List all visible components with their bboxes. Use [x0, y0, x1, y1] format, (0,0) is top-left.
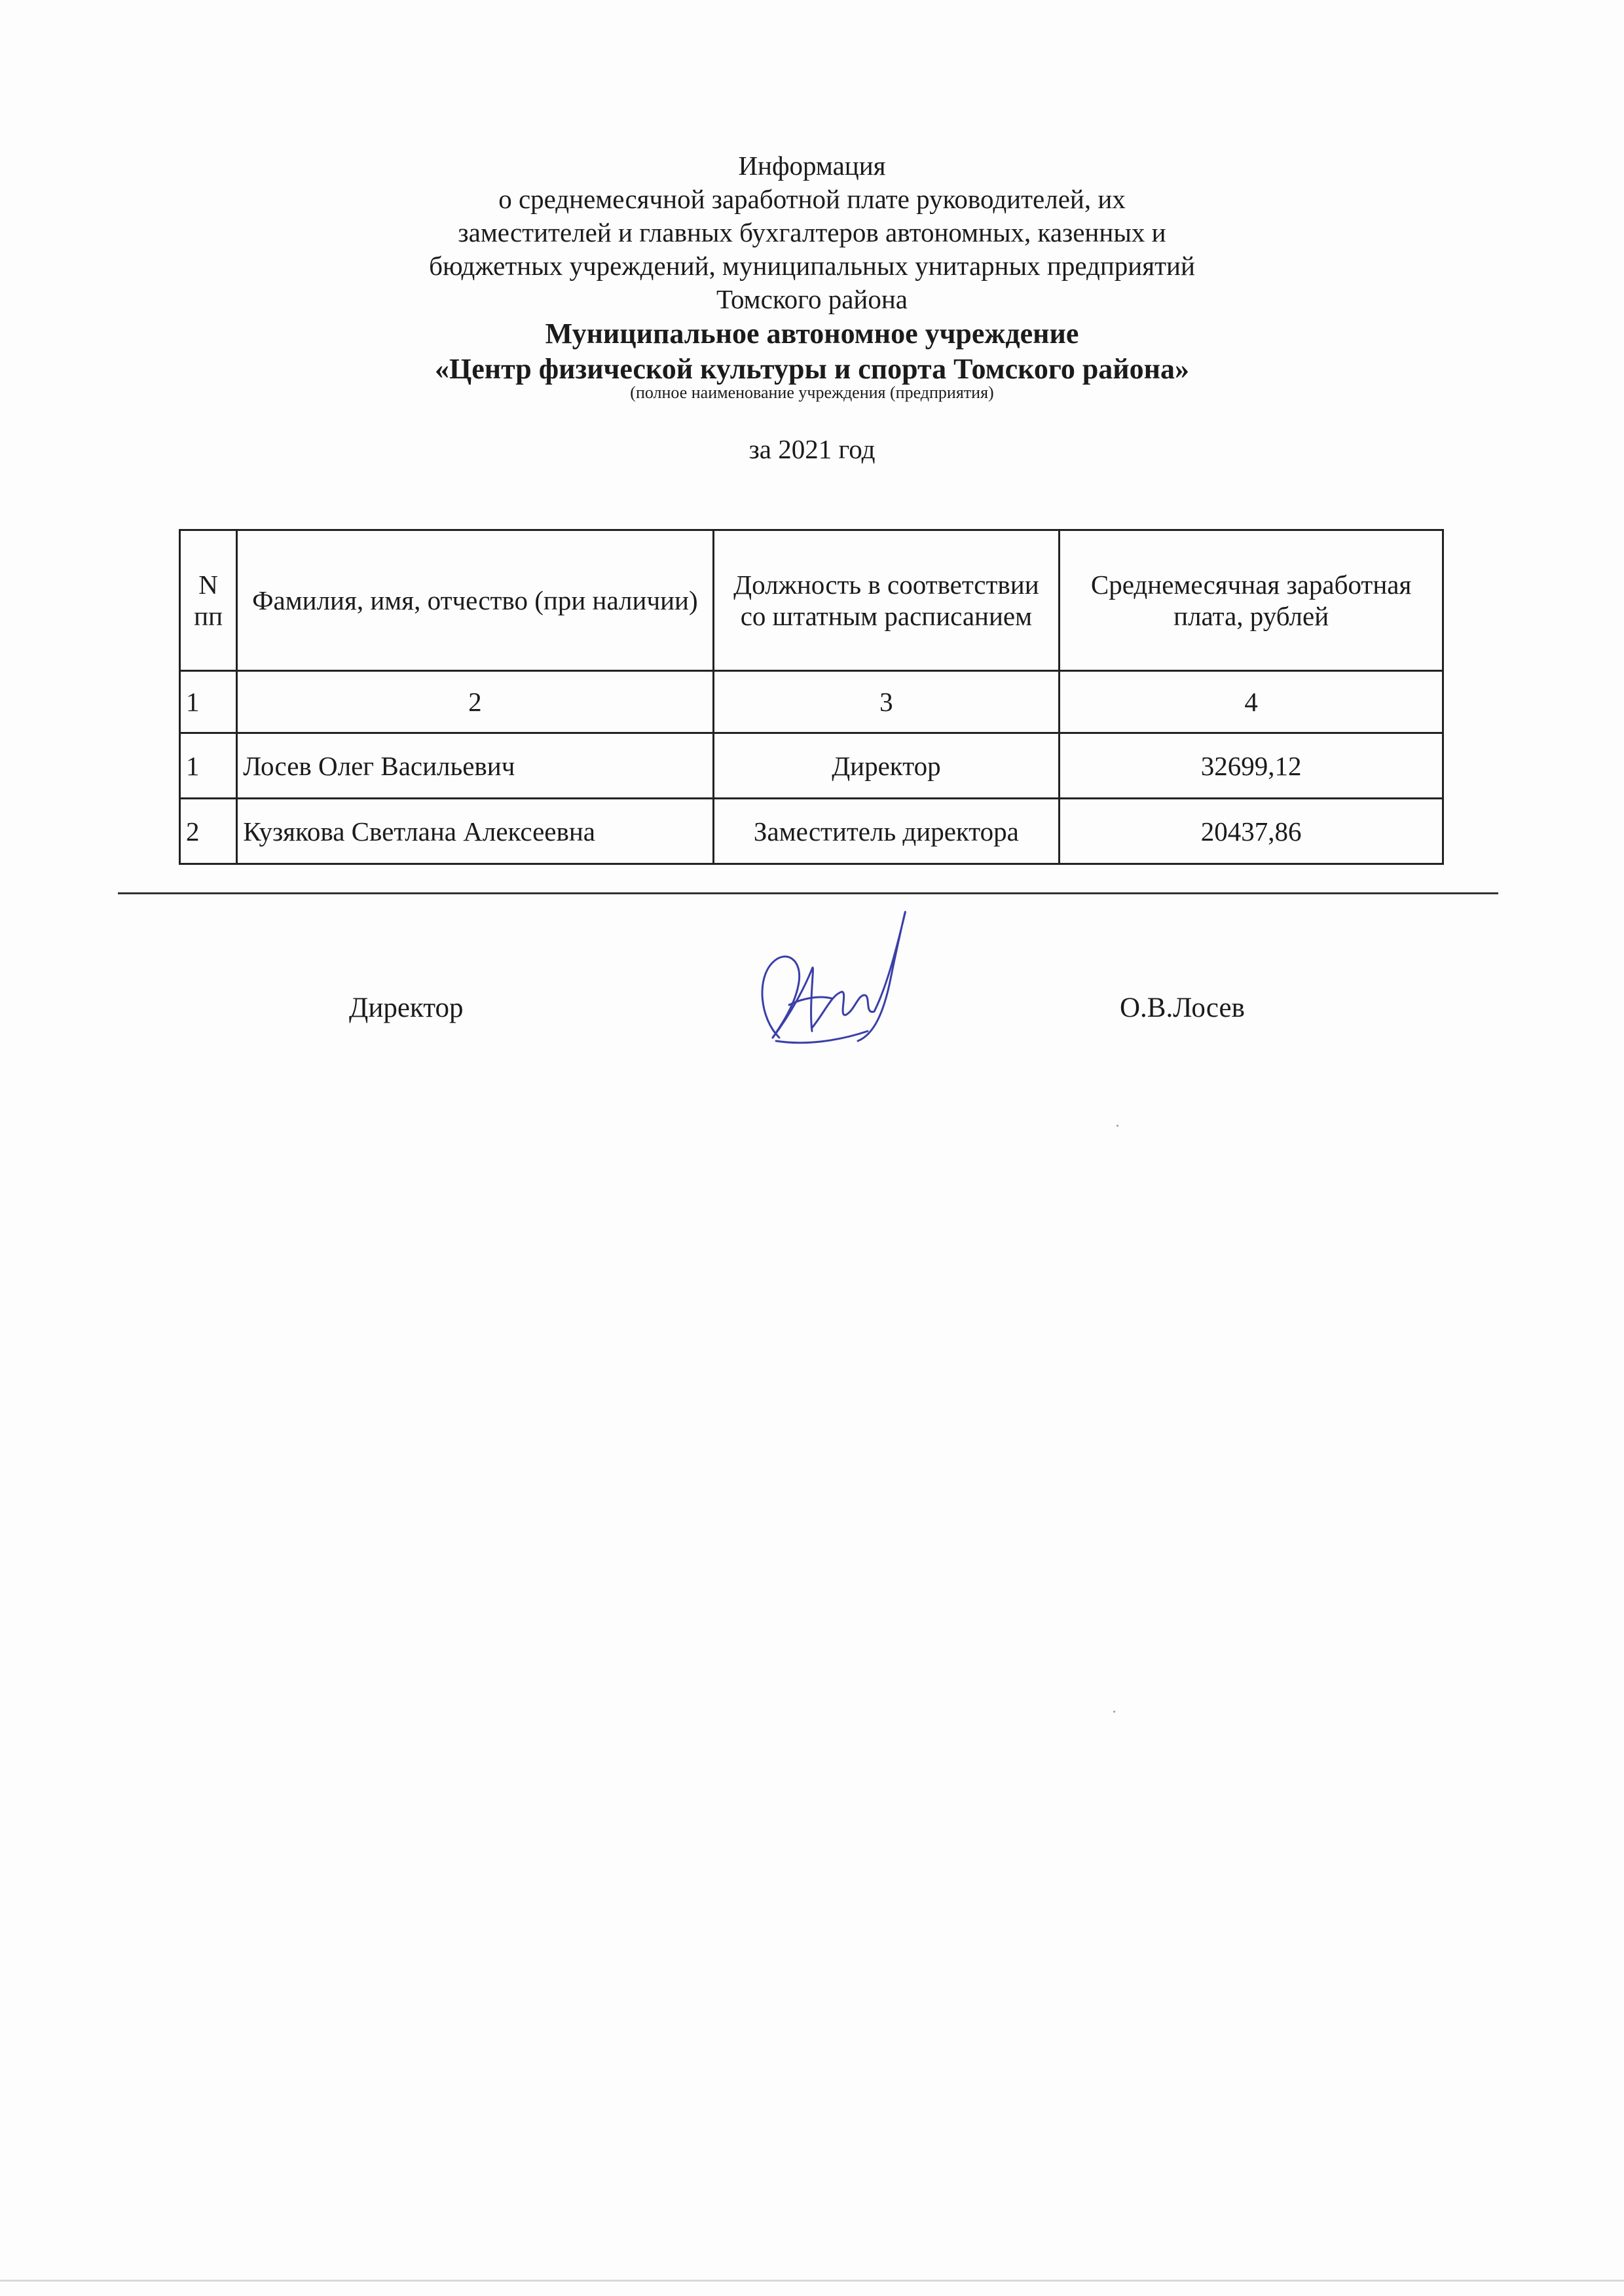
column-number-1: 1: [180, 671, 237, 733]
header-cell-number: [180, 530, 237, 671]
title-line-3: заместителей и главных бухгалтеров автономных, казенных и: [458, 217, 1166, 247]
row-number: 1: [180, 733, 237, 799]
reporting-period: за 2021 год: [748, 434, 876, 464]
header-cell-position: Должность в соответствии со штатным расписанием: [713, 530, 1060, 671]
handwritten-signature: [733, 907, 917, 1064]
header-number-label: N: [198, 570, 218, 600]
separator-line: [118, 892, 1498, 894]
organization-name-line-2: «Центр физической культуры и спорта Томского района»: [435, 353, 1189, 385]
table-row: [180, 733, 1443, 799]
employee-salary: 32699,12: [1060, 733, 1443, 799]
employee-position: Заместитель директора: [713, 799, 1060, 864]
table-header-row: [180, 530, 1443, 671]
organization-caption: (полное наименование учреждения (предприятия): [630, 383, 994, 402]
salary-table: [179, 529, 1444, 865]
column-numbering-row: [180, 671, 1443, 733]
title-line-5: Томского района: [716, 284, 908, 314]
scan-speck: [1113, 1711, 1115, 1713]
scan-bottom-edge: [0, 2280, 1624, 2282]
title-line-4: бюджетных учреждений, муниципальных унитарных предприятий: [429, 251, 1195, 281]
scan-speck: [1116, 1125, 1118, 1127]
document-header: [0, 149, 1624, 493]
organization-name-line-1: Муниципальное автономное учреждение: [545, 318, 1079, 350]
table-row: [180, 799, 1443, 864]
employee-salary: 20437,86: [1060, 799, 1443, 864]
employee-name: Лосев Олег Васильевич: [237, 733, 713, 799]
header-cell-salary: Среднемесячная заработная плата, рублей: [1060, 530, 1443, 671]
column-number-3: 3: [713, 671, 1060, 733]
document-title: Информация: [738, 151, 886, 181]
title-line-2: о среднемесячной заработной плате руководителей, их: [498, 184, 1126, 214]
column-number-4: 4: [1060, 671, 1443, 733]
employee-name: Кузякова Светлана Алексеевна: [237, 799, 713, 864]
signatory-name: О.В.Лосев: [1120, 993, 1245, 1023]
header-cell-name: Фамилия, имя, отчество (при наличии): [237, 530, 713, 671]
header-number-sublabel: пп: [194, 601, 223, 631]
employee-position: Директор: [713, 733, 1060, 799]
signatory-title: Директор: [349, 993, 464, 1023]
column-number-2: 2: [237, 671, 713, 733]
row-number: 2: [180, 799, 237, 864]
